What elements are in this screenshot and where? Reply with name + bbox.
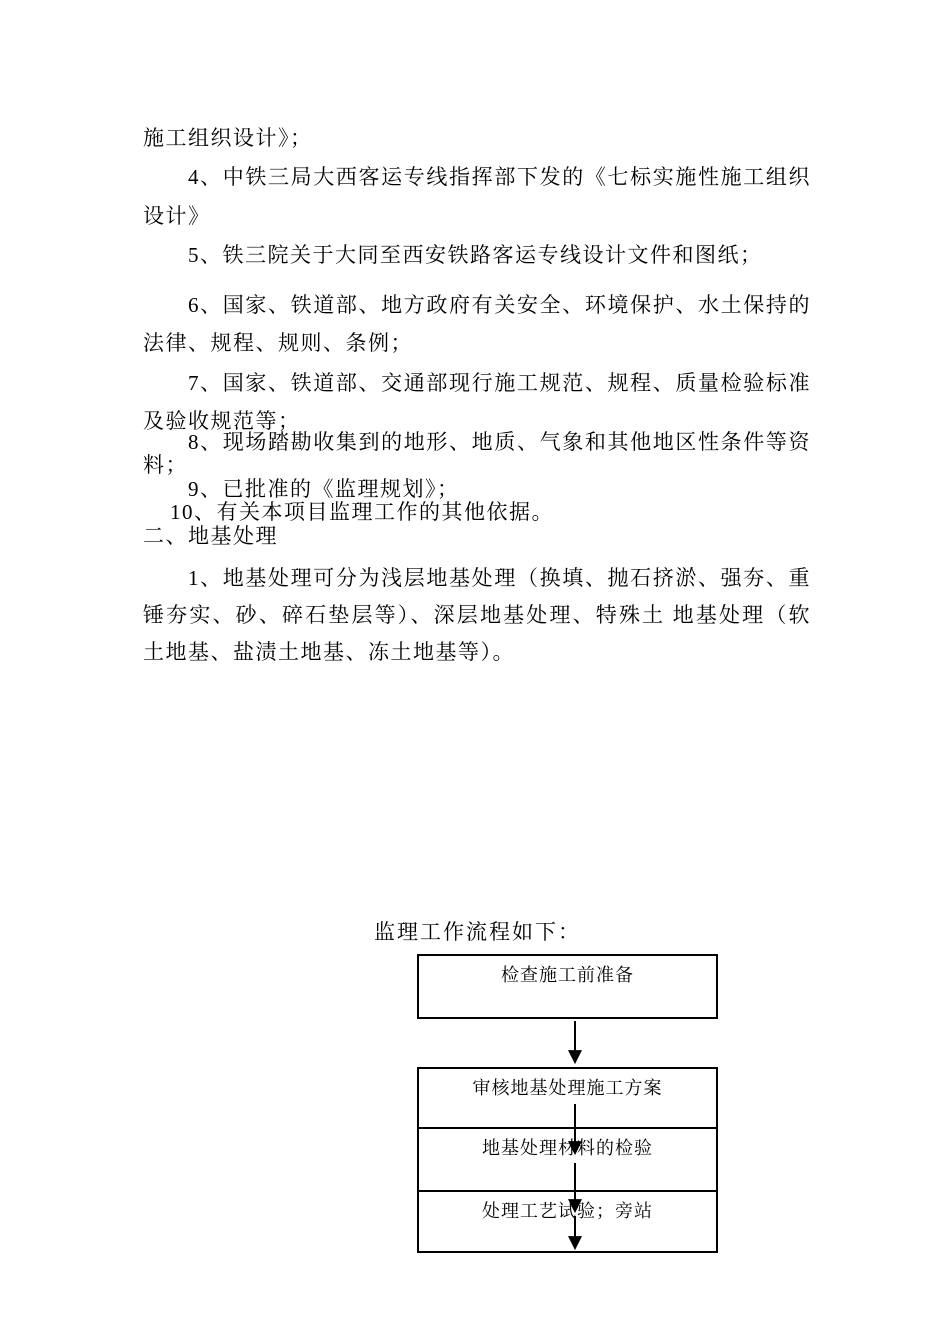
text-line-07: 7、国家、铁道部、交通部现行施工规范、规程、质量检验标准 [188,371,810,395]
flowchart-step-4 [417,1192,718,1253]
text-line-16: 土地基、盐渍土地基、冻土地基等）。 [143,640,515,664]
flowchart-caption: 监理工作流程如下： [374,920,581,944]
text-line-10: 料； [143,453,188,477]
flowchart-step-2 [417,1067,718,1129]
text-line-15: 锤夯实、砂、碎石垫层等）、深层地基处理、特殊土 地基处理（软 [143,603,810,627]
text-line-04: 5、铁三院关于大同至西安铁路客运专线设计文件和图纸； [188,243,763,267]
flowchart-step-3-label: 地基处理材料的检验 [482,1138,653,1158]
text-line-08: 及验收规范等； [143,409,301,433]
flowchart-step-3 [417,1129,718,1192]
flowchart-step-4-label: 处理工艺试验；旁站 [482,1201,653,1221]
flowchart-step-1-label: 检查施工前准备 [501,965,634,985]
text-line-02: 4、中铁三局大西客运专线指挥部下发的《七标实施性施工组织 [188,165,810,189]
section-heading-dijichuli: 二、地基处理 [143,524,278,548]
text-line-14: 1、地基处理可分为浅层地基处理（换填、抛石挤淤、强夯、重 [188,566,810,590]
text-line-12: 10、有关本项目监理工作的其他依据。 [170,500,554,524]
text-line-11: 9、已批准的《监理规划》； [188,477,460,501]
text-line-01: 施工组织设计》； [143,126,313,150]
flowchart-step-1 [417,954,718,1019]
text-line-05: 6、国家、铁道部、地方政府有关安全、环境保护、水土保持的 [188,293,810,317]
flowchart-step-2-label: 审核地基处理施工方案 [472,1078,663,1098]
text-line-09: 8、现场踏勘收集到的地形、地质、气象和其他地区性条件等资 [188,430,810,454]
text-line-03: 设计》 [143,204,211,228]
text-line-06: 法律、规程、规则、条例； [143,331,413,355]
